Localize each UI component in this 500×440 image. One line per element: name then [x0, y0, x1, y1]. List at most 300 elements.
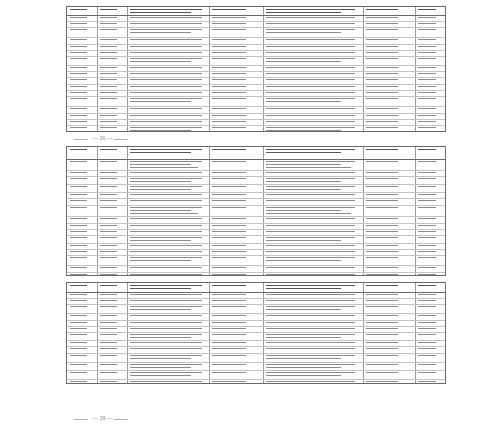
text-placeholder-line [418, 334, 436, 335]
text-placeholder-line [130, 12, 191, 13]
text-placeholder-line [418, 381, 436, 382]
text-placeholder-line [100, 161, 117, 162]
text-placeholder-line [418, 121, 436, 122]
text-placeholder-line [366, 342, 398, 343]
text-placeholder-line [266, 149, 355, 150]
text-placeholder-line [130, 186, 202, 187]
text-placeholder-line [130, 381, 202, 382]
text-placeholder-line [266, 46, 355, 47]
text-placeholder-line [70, 267, 87, 268]
text-placeholder-line [366, 73, 398, 74]
text-placeholder-line [130, 73, 202, 74]
text-placeholder-line [70, 274, 87, 275]
text-placeholder-line [366, 79, 398, 80]
text-placeholder-line [366, 121, 398, 122]
text-placeholder-line [418, 29, 436, 30]
text-placeholder-line [266, 189, 341, 190]
text-placeholder-line [130, 342, 202, 343]
text-placeholder-line [100, 58, 117, 59]
text-placeholder-line [70, 372, 87, 373]
text-placeholder-line [366, 127, 398, 128]
text-placeholder-line [266, 178, 355, 179]
text-placeholder-line [70, 17, 87, 18]
text-placeholder-line [70, 207, 87, 208]
text-placeholder-line [212, 322, 246, 323]
text-placeholder-line [212, 29, 246, 30]
text-placeholder-line [130, 61, 191, 62]
text-placeholder-line [100, 306, 117, 307]
text-placeholder-line [130, 309, 191, 310]
text-placeholder-line [212, 328, 246, 329]
text-placeholder-line [366, 186, 398, 187]
text-placeholder-line [70, 23, 87, 24]
text-placeholder-line [266, 372, 355, 373]
text-placeholder-line [130, 92, 202, 93]
text-placeholder-line [366, 52, 398, 53]
text-placeholder-line [212, 161, 246, 162]
text-placeholder-line [100, 39, 117, 40]
text-placeholder-line [130, 315, 202, 316]
text-placeholder-line [100, 108, 117, 109]
text-placeholder-line [212, 372, 246, 373]
text-placeholder-line [70, 127, 87, 128]
text-placeholder-line [70, 52, 87, 53]
text-placeholder-line [100, 231, 117, 232]
text-placeholder-line [100, 200, 117, 201]
text-placeholder-line [266, 257, 355, 258]
text-placeholder-line [418, 161, 436, 162]
text-placeholder-line [266, 334, 355, 335]
text-placeholder-line [366, 115, 398, 116]
text-placeholder-line [70, 178, 87, 179]
text-placeholder-line [418, 364, 436, 365]
text-placeholder-line [130, 288, 191, 289]
text-placeholder-line [266, 194, 355, 195]
text-placeholder-line [100, 328, 117, 329]
text-placeholder-line [130, 274, 202, 275]
text-placeholder-line [418, 245, 436, 246]
text-placeholder-line [266, 210, 341, 211]
text-placeholder-line [418, 79, 436, 80]
text-placeholder-line [100, 86, 117, 87]
text-placeholder-line [130, 240, 191, 241]
text-placeholder-line [366, 218, 398, 219]
text-placeholder-line [130, 306, 202, 307]
text-placeholder-line [70, 285, 87, 286]
text-placeholder-line [366, 381, 398, 382]
text-placeholder-line [266, 39, 355, 40]
text-placeholder-line [366, 23, 398, 24]
text-placeholder-line [70, 186, 87, 187]
text-placeholder-line [266, 98, 355, 99]
text-placeholder-line [418, 207, 436, 208]
text-placeholder-line [130, 328, 202, 329]
text-placeholder-line [130, 231, 202, 232]
text-placeholder-line [100, 274, 117, 275]
text-placeholder-line [100, 178, 117, 179]
page-number-text: — 28 — [92, 416, 113, 422]
text-placeholder-line [366, 29, 398, 30]
text-placeholder-line [266, 73, 355, 74]
text-placeholder-line [266, 285, 355, 286]
text-placeholder-line [70, 231, 87, 232]
text-placeholder-line [366, 161, 398, 162]
text-placeholder-line [212, 225, 246, 226]
text-placeholder-line [70, 115, 87, 116]
text-placeholder-line [366, 9, 398, 10]
text-placeholder-line [130, 121, 202, 122]
text-placeholder-line [366, 200, 398, 201]
text-placeholder-line [212, 334, 246, 335]
text-placeholder-line [212, 364, 246, 365]
text-placeholder-line [266, 337, 341, 338]
text-placeholder-line [366, 274, 398, 275]
text-placeholder-line [266, 213, 351, 214]
text-placeholder-line [130, 322, 202, 323]
text-placeholder-line [266, 32, 341, 33]
text-placeholder-line [418, 39, 436, 40]
text-placeholder-line [100, 98, 117, 99]
text-placeholder-line [70, 322, 87, 323]
text-placeholder-line [100, 372, 117, 373]
text-placeholder-line [212, 257, 246, 258]
text-placeholder-line [266, 309, 341, 310]
text-placeholder-line [418, 294, 436, 295]
text-placeholder-line [418, 237, 436, 238]
text-placeholder-line [212, 381, 246, 382]
text-placeholder-line [130, 207, 202, 208]
text-placeholder-line [130, 164, 191, 165]
text-placeholder-line [130, 86, 202, 87]
text-placeholder-line [212, 17, 246, 18]
text-placeholder-line [130, 172, 202, 173]
text-placeholder-line [100, 294, 117, 295]
text-placeholder-line [266, 348, 355, 349]
text-placeholder-line [418, 218, 436, 219]
text-placeholder-line [266, 186, 355, 187]
text-placeholder-line [130, 152, 191, 153]
text-placeholder-line [130, 334, 202, 335]
text-placeholder-line [366, 257, 398, 258]
text-placeholder-line [366, 328, 398, 329]
text-placeholder-line [266, 294, 355, 295]
text-placeholder-line [366, 92, 398, 93]
text-placeholder-line [130, 161, 202, 162]
text-placeholder-line [130, 375, 191, 376]
text-placeholder-line [100, 315, 117, 316]
text-placeholder-line [266, 181, 341, 182]
text-placeholder-line [212, 127, 246, 128]
text-placeholder-line [418, 285, 436, 286]
text-placeholder-line [266, 231, 355, 232]
text-placeholder-line [366, 300, 398, 301]
text-placeholder-line [100, 23, 117, 24]
text-placeholder-line [266, 121, 355, 122]
text-placeholder-line [70, 79, 87, 80]
text-placeholder-line [418, 348, 436, 349]
text-placeholder-line [266, 108, 355, 109]
text-placeholder-line [130, 23, 202, 24]
text-placeholder-line [366, 58, 398, 59]
text-placeholder-line [130, 294, 202, 295]
text-placeholder-line [266, 92, 355, 93]
text-placeholder-line [266, 172, 355, 173]
text-placeholder-line [100, 9, 117, 10]
text-placeholder-line [266, 164, 341, 165]
text-placeholder-line [70, 218, 87, 219]
text-placeholder-line [212, 231, 246, 232]
text-placeholder-line [130, 300, 202, 301]
text-placeholder-line [100, 267, 117, 268]
text-placeholder-line [418, 172, 436, 173]
text-placeholder-line [366, 334, 398, 335]
text-placeholder-line [70, 300, 87, 301]
text-placeholder-line [70, 67, 87, 68]
text-placeholder-line [266, 9, 355, 10]
text-placeholder-line [418, 231, 436, 232]
text-placeholder-line [418, 86, 436, 87]
text-placeholder-line [366, 98, 398, 99]
text-placeholder-line [130, 167, 198, 168]
text-placeholder-line [100, 79, 117, 80]
text-placeholder-line [70, 73, 87, 74]
text-placeholder-line [212, 121, 246, 122]
text-placeholder-line [366, 237, 398, 238]
text-placeholder-line [100, 245, 117, 246]
text-placeholder-line [212, 178, 246, 179]
text-placeholder-line [266, 79, 355, 80]
text-placeholder-line [130, 245, 202, 246]
text-placeholder-line [130, 285, 202, 286]
text-placeholder-line [212, 86, 246, 87]
text-placeholder-line [100, 355, 117, 356]
text-placeholder-line [100, 186, 117, 187]
text-placeholder-line [130, 251, 202, 252]
text-placeholder-line [366, 149, 398, 150]
text-placeholder-line [266, 381, 355, 382]
text-placeholder-line [130, 130, 191, 131]
text-placeholder-line [266, 260, 341, 261]
text-placeholder-line [130, 218, 202, 219]
text-placeholder-line [266, 315, 355, 316]
text-placeholder-line [418, 23, 436, 24]
text-placeholder-line [100, 218, 117, 219]
text-placeholder-line [418, 9, 436, 10]
text-placeholder-line [418, 67, 436, 68]
text-placeholder-line [266, 29, 355, 30]
text-placeholder-line [130, 348, 202, 349]
text-placeholder-line [266, 251, 355, 252]
text-placeholder-line [266, 240, 341, 241]
text-placeholder-line [100, 52, 117, 53]
text-placeholder-line [100, 237, 117, 238]
text-placeholder-line [366, 225, 398, 226]
text-placeholder-line [100, 149, 117, 150]
text-placeholder-line [266, 306, 355, 307]
text-placeholder-line [418, 355, 436, 356]
text-placeholder-line [100, 67, 117, 68]
text-placeholder-line [366, 251, 398, 252]
text-placeholder-line [212, 342, 246, 343]
text-placeholder-line [266, 218, 355, 219]
text-placeholder-line [212, 251, 246, 252]
text-placeholder-line [418, 194, 436, 195]
text-placeholder-line [418, 92, 436, 93]
text-placeholder-line [418, 300, 436, 301]
text-placeholder-line [366, 245, 398, 246]
text-placeholder-line [366, 285, 398, 286]
text-placeholder-line [70, 381, 87, 382]
text-placeholder-line [130, 32, 191, 33]
text-placeholder-line [70, 315, 87, 316]
text-placeholder-line [366, 17, 398, 18]
text-placeholder-line [266, 207, 355, 208]
text-placeholder-line [266, 245, 355, 246]
text-placeholder-line [366, 46, 398, 47]
text-placeholder-line [418, 257, 436, 258]
text-placeholder-line [130, 181, 191, 182]
text-placeholder-line [212, 52, 246, 53]
text-placeholder-line [100, 121, 117, 122]
text-placeholder-line [100, 285, 117, 286]
text-placeholder-line [70, 348, 87, 349]
text-placeholder-line [70, 161, 87, 162]
text-placeholder-line [366, 108, 398, 109]
text-placeholder-line [130, 367, 191, 368]
text-placeholder-line [212, 355, 246, 356]
text-placeholder-line [100, 207, 117, 208]
table-block-2 [66, 146, 446, 276]
text-placeholder-line [266, 152, 341, 153]
text-placeholder-line [266, 130, 341, 131]
text-placeholder-line [70, 149, 87, 150]
text-placeholder-line [70, 86, 87, 87]
text-placeholder-line [130, 9, 202, 10]
text-placeholder-line [100, 225, 117, 226]
text-placeholder-line [266, 237, 355, 238]
text-placeholder-line [70, 92, 87, 93]
text-placeholder-line [130, 260, 191, 261]
text-placeholder-line [212, 149, 246, 150]
text-placeholder-line [266, 115, 355, 116]
text-placeholder-line [130, 149, 202, 150]
text-placeholder-line [418, 98, 436, 99]
text-placeholder-line [100, 17, 117, 18]
text-placeholder-line [130, 257, 202, 258]
text-placeholder-line [366, 294, 398, 295]
text-placeholder-line [130, 237, 202, 238]
text-placeholder-line [70, 172, 87, 173]
text-placeholder-line [70, 342, 87, 343]
text-placeholder-line [366, 172, 398, 173]
text-placeholder-line [100, 29, 117, 30]
text-placeholder-line [266, 328, 355, 329]
text-placeholder-line [212, 73, 246, 74]
text-placeholder-line [212, 115, 246, 116]
text-placeholder-line [70, 46, 87, 47]
text-placeholder-line [70, 328, 87, 329]
text-placeholder-line [266, 101, 341, 102]
text-placeholder-line [130, 115, 202, 116]
text-placeholder-line [418, 306, 436, 307]
text-placeholder-line [212, 194, 246, 195]
text-placeholder-line [266, 67, 355, 68]
text-placeholder-line [130, 108, 202, 109]
text-placeholder-line [266, 23, 355, 24]
text-placeholder-line [130, 39, 202, 40]
text-placeholder-line [418, 200, 436, 201]
text-placeholder-line [366, 178, 398, 179]
text-placeholder-line [266, 364, 355, 365]
text-placeholder-line [100, 251, 117, 252]
text-placeholder-line [130, 372, 202, 373]
text-placeholder-line [212, 294, 246, 295]
text-placeholder-line [266, 342, 355, 343]
text-placeholder-line [418, 149, 436, 150]
text-placeholder-line [100, 322, 117, 323]
text-placeholder-line [100, 172, 117, 173]
text-placeholder-line [266, 288, 341, 289]
text-placeholder-line [418, 115, 436, 116]
text-placeholder-line [266, 358, 341, 359]
text-placeholder-line [266, 86, 355, 87]
text-placeholder-line [266, 200, 355, 201]
text-placeholder-line [100, 348, 117, 349]
text-placeholder-line [100, 127, 117, 128]
text-placeholder-line [100, 46, 117, 47]
text-placeholder-line [418, 178, 436, 179]
text-placeholder-line [266, 375, 341, 376]
text-placeholder-line [266, 367, 341, 368]
text-placeholder-line [366, 348, 398, 349]
text-placeholder-line [366, 231, 398, 232]
text-placeholder-line [130, 46, 202, 47]
text-placeholder-line [100, 92, 117, 93]
text-placeholder-line [366, 315, 398, 316]
text-placeholder-line [130, 210, 191, 211]
text-placeholder-line [130, 58, 202, 59]
text-placeholder-line [70, 364, 87, 365]
text-placeholder-line [266, 161, 355, 162]
text-placeholder-line [266, 167, 351, 168]
text-placeholder-line [130, 52, 202, 53]
text-placeholder-line [70, 294, 87, 295]
text-placeholder-line [418, 251, 436, 252]
text-placeholder-line [212, 9, 246, 10]
text-placeholder-line [212, 67, 246, 68]
text-placeholder-line [130, 127, 202, 128]
text-placeholder-line [418, 372, 436, 373]
text-placeholder-line [212, 23, 246, 24]
text-placeholder-line [212, 300, 246, 301]
text-placeholder-line [100, 115, 117, 116]
text-placeholder-line [70, 225, 87, 226]
text-placeholder-line [70, 108, 87, 109]
table-block-3 [66, 282, 446, 384]
text-placeholder-line [100, 300, 117, 301]
text-placeholder-line [418, 315, 436, 316]
text-placeholder-line [418, 225, 436, 226]
text-placeholder-line [212, 79, 246, 80]
text-placeholder-line [100, 381, 117, 382]
text-placeholder-line [212, 108, 246, 109]
text-placeholder-line [100, 257, 117, 258]
text-placeholder-line [366, 39, 398, 40]
text-placeholder-line [266, 58, 355, 59]
text-placeholder-line [100, 194, 117, 195]
text-placeholder-line [366, 194, 398, 195]
text-placeholder-line [212, 98, 246, 99]
